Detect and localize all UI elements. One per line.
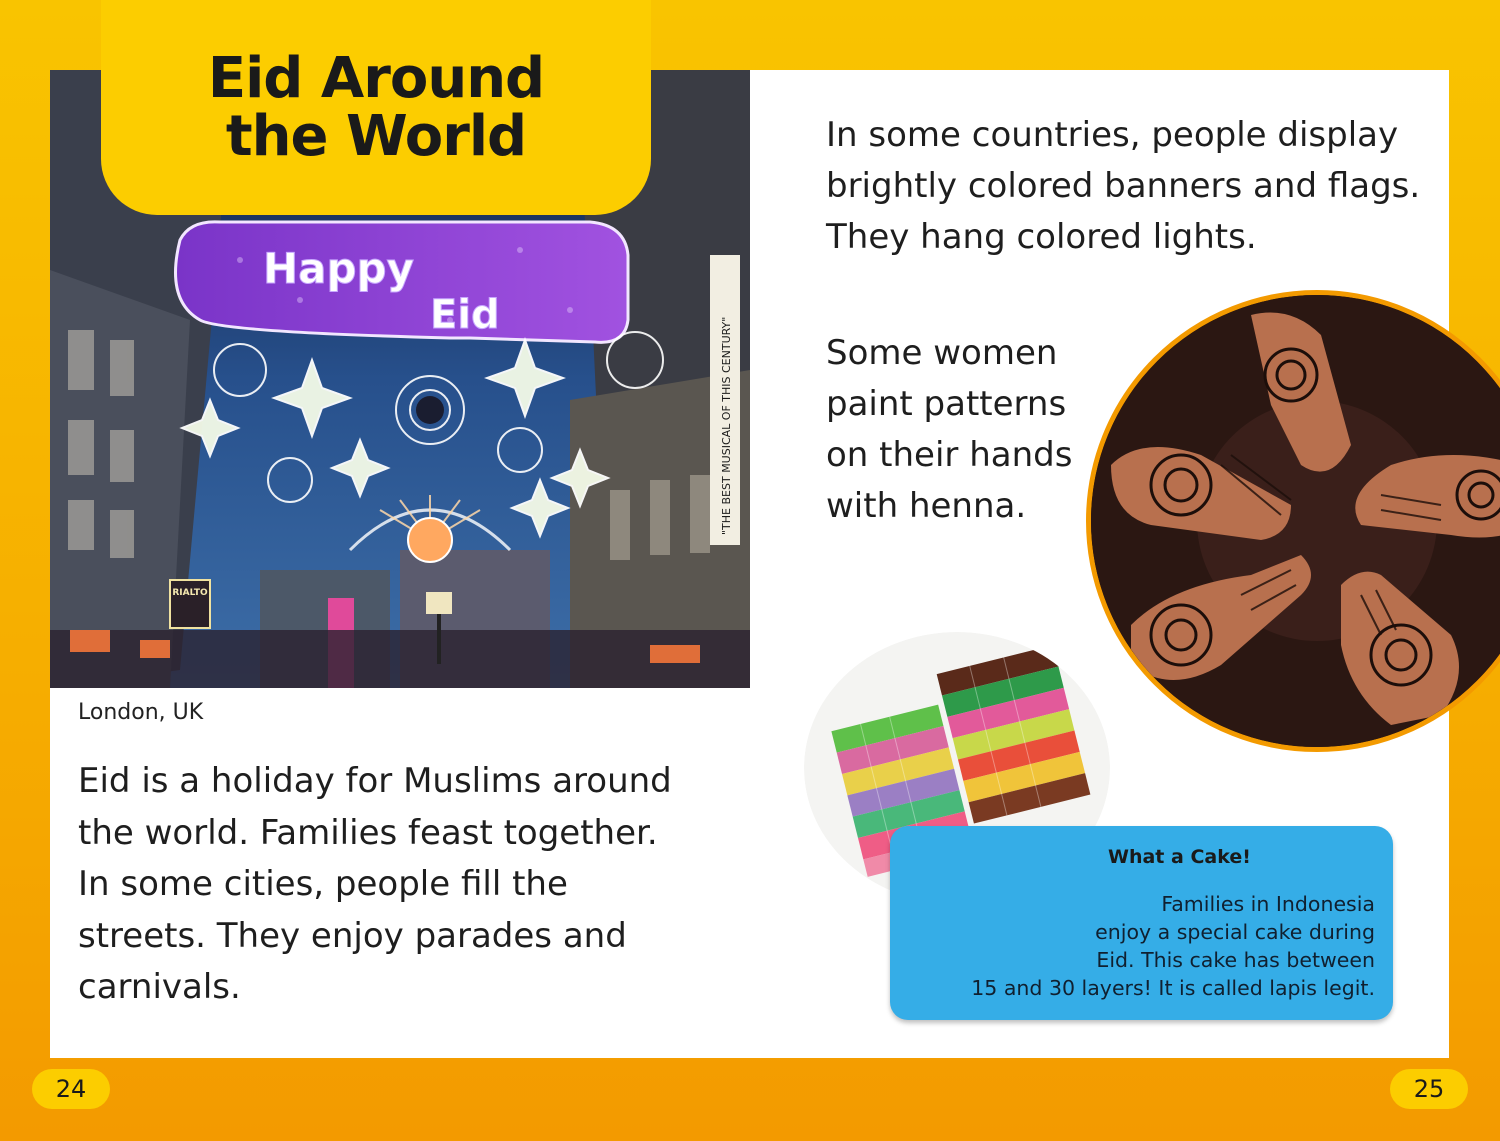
page-number-left: 24	[32, 1069, 110, 1109]
happy-light-sign: Happy	[263, 244, 414, 293]
callout-line: 15 and 30 layers! It is called lapis legit.	[971, 976, 1375, 1000]
page-title: Eid Around the World	[207, 45, 545, 169]
callout-line: Eid. This cake has between	[1096, 948, 1375, 972]
body-text-right-2: Some women paint patterns on their hands with henna.	[826, 333, 1073, 526]
eid-light-sign: Eid	[430, 292, 500, 338]
photo-caption: London, UK	[78, 700, 204, 725]
title-tab	[101, 0, 651, 215]
callout-line: enjoy a special cake during	[1095, 920, 1375, 944]
musical-banner: "THE BEST MUSICAL OF THIS CENTURY"	[720, 316, 733, 535]
body-text-right-1: In some countries, people display brightly colored banners and flags. They hang colored lights.	[826, 115, 1421, 257]
rialto-sign: RIALTO	[172, 588, 208, 598]
body-text-left: Eid is a holiday for Muslims around the world. Families feast together. In some cities, people fill the streets. They enjoy parades and carnivals.	[78, 761, 672, 1007]
callout-title: What a Cake!	[1108, 846, 1251, 868]
what-a-cake-callout	[890, 826, 1393, 1020]
callout-body	[890, 890, 1375, 1002]
page-number-right: 25	[1390, 1069, 1468, 1109]
callout-line: Families in Indonesia	[1161, 892, 1375, 916]
